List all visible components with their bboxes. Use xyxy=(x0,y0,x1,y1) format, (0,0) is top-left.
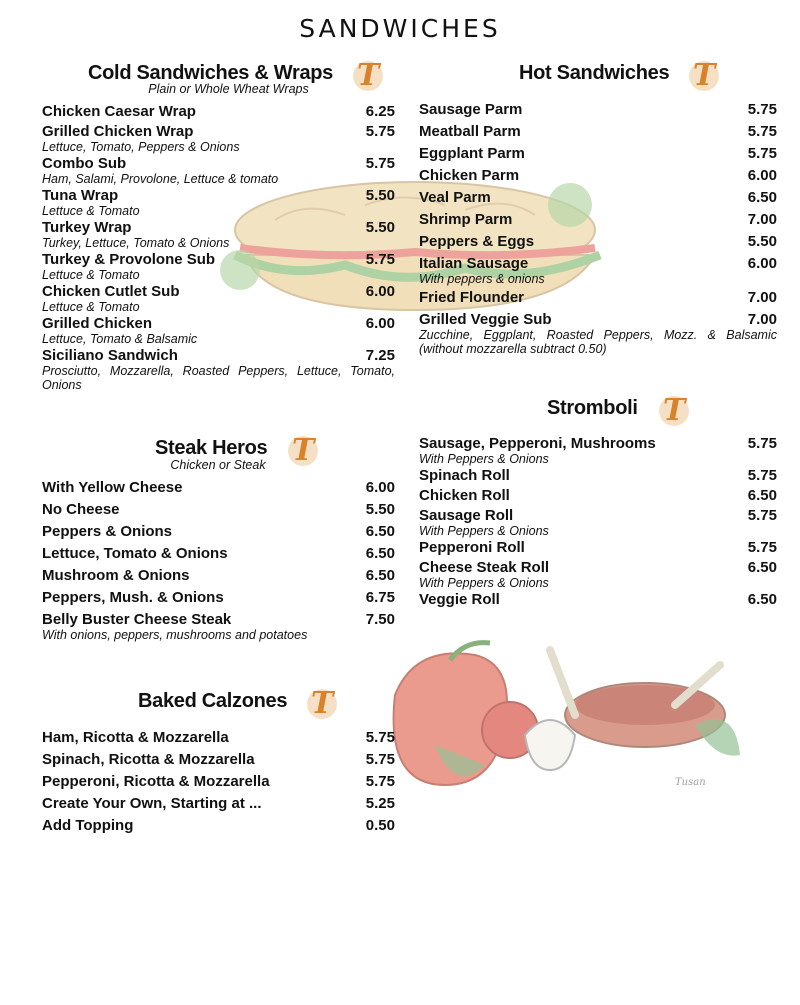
item-name: Grilled Chicken Wrap xyxy=(42,123,194,140)
item-name: Cheese Steak Roll xyxy=(419,559,550,576)
item-name: Sausage, Pepperoni, Mushrooms xyxy=(419,435,656,452)
item-price: 7.00 xyxy=(747,211,777,228)
cold-title: Cold Sandwiches & Wraps xyxy=(88,62,334,84)
menu-item xyxy=(419,538,777,558)
svg-text:T: T xyxy=(662,393,686,428)
item-price: 6.50 xyxy=(365,567,395,584)
item-name: Tuna Wrap xyxy=(42,187,119,204)
item-name: Peppers & Onions xyxy=(42,523,173,540)
menu-item xyxy=(419,434,777,466)
item-price: 6.00 xyxy=(747,255,777,272)
item-price: 7.25 xyxy=(365,347,395,364)
item-name: Peppers, Mush. & Onions xyxy=(42,589,224,606)
item-name: Italian Sausage xyxy=(419,255,529,272)
item-price: 5.75 xyxy=(747,507,777,524)
item-name: Combo Sub xyxy=(42,155,127,172)
item-description: With Peppers & Onions xyxy=(419,452,549,466)
item-name: Turkey Wrap xyxy=(42,219,132,236)
item-price: 5.25 xyxy=(365,795,395,812)
section-title xyxy=(42,686,395,721)
item-description: With Peppers & Onions xyxy=(419,576,549,590)
menu-item xyxy=(42,186,395,218)
stromboli-section xyxy=(419,393,777,610)
item-price: 5.50 xyxy=(747,233,777,250)
item-name: Peppers & Eggs xyxy=(419,233,535,250)
item-price: 7.00 xyxy=(747,289,777,306)
item-name: Chicken Caesar Wrap xyxy=(42,103,196,120)
menu-item xyxy=(42,500,395,520)
item-description: With Peppers & Onions xyxy=(419,524,549,538)
item-price: 6.00 xyxy=(365,479,395,496)
hot-title: Hot Sandwiches xyxy=(519,62,670,84)
menu-item xyxy=(419,310,777,356)
item-description: Turkey, Lettuce, Tomato & Onions xyxy=(42,236,230,250)
item-name: Chicken Cutlet Sub xyxy=(42,283,180,300)
item-price: 5.75 xyxy=(365,155,395,172)
item-description: With peppers & onions xyxy=(419,272,545,286)
menu-item xyxy=(419,188,777,208)
item-description: Ham, Salami, Provolone, Lettuce & tomato xyxy=(42,172,279,186)
item-price: 5.75 xyxy=(365,123,395,140)
item-name: No Cheese xyxy=(42,501,120,518)
menu-item xyxy=(419,486,777,506)
item-name: Mushroom & Onions xyxy=(42,567,190,584)
item-description: Zucchine, Eggplant, Roasted Peppers, Mozz. & Balsamic (without mozzarella subtract 0.50) xyxy=(419,328,777,356)
item-price: 5.75 xyxy=(365,751,395,768)
item-price: 6.50 xyxy=(747,591,777,608)
calzones-title: Baked Calzones xyxy=(138,690,288,712)
cold-subtitle: Plain or Whole Wheat Wraps xyxy=(148,82,309,96)
item-price: 5.75 xyxy=(747,467,777,484)
item-name: Shrimp Parm xyxy=(419,211,513,228)
item-price: 5.50 xyxy=(365,187,395,204)
item-price: 6.50 xyxy=(747,189,777,206)
restaurant-logo-icon xyxy=(303,682,341,722)
baked-calzones-section xyxy=(42,686,395,838)
item-name: Pepperoni, Ricotta & Mozzarella xyxy=(42,773,270,790)
menu-item xyxy=(42,346,395,392)
menu-item xyxy=(419,144,777,164)
item-name: Spinach, Ricotta & Mozzarella xyxy=(42,751,255,768)
menu-item xyxy=(419,506,777,538)
steak-subtitle: Chicken or Steak xyxy=(170,458,266,472)
item-description: Lettuce, Tomato & Balsamic xyxy=(42,332,198,346)
page-title: SANDWICHES xyxy=(299,14,501,43)
menu-item xyxy=(42,772,395,792)
menu-item xyxy=(419,288,777,308)
item-price: 6.25 xyxy=(365,103,395,120)
item-price: 6.75 xyxy=(365,589,395,606)
item-price: 6.00 xyxy=(747,167,777,184)
item-description: Lettuce & Tomato xyxy=(42,300,140,314)
item-price: 5.50 xyxy=(365,219,395,236)
item-name: Belly Buster Cheese Steak xyxy=(42,611,232,628)
item-name: Spinach Roll xyxy=(419,467,510,484)
item-name: Grilled Veggie Sub xyxy=(419,311,552,328)
item-name: Meatball Parm xyxy=(419,123,521,140)
item-name: Grilled Chicken xyxy=(42,315,153,332)
item-name: Eggplant Parm xyxy=(419,145,525,162)
item-name: With Yellow Cheese xyxy=(42,479,183,496)
item-price: 5.75 xyxy=(365,729,395,746)
vegetables-illustration xyxy=(375,635,755,805)
steak-title: Steak Heros xyxy=(155,437,268,459)
menu-item xyxy=(42,314,395,346)
item-price: 5.50 xyxy=(365,501,395,518)
menu-item xyxy=(42,282,395,314)
item-price: 5.75 xyxy=(747,539,777,556)
menu-item xyxy=(419,122,777,142)
item-price: 7.00 xyxy=(747,311,777,328)
item-price: 7.50 xyxy=(365,611,395,628)
menu-item xyxy=(419,558,777,590)
item-price: 6.00 xyxy=(365,315,395,332)
item-name: Turkey & Provolone Sub xyxy=(42,251,216,268)
menu-item xyxy=(42,102,395,122)
item-name: Ham, Ricotta & Mozzarella xyxy=(42,729,229,746)
item-description: Prosciutto, Mozzarella, Roasted Peppers, Lettuce, Tomato, Onions xyxy=(42,364,395,392)
item-price: 6.50 xyxy=(365,545,395,562)
menu-item xyxy=(42,544,395,564)
menu-item xyxy=(42,522,395,542)
menu-item xyxy=(419,100,777,120)
section-title xyxy=(419,58,777,93)
menu-item xyxy=(419,466,777,486)
cold-sandwiches-section xyxy=(42,58,395,392)
menu-item xyxy=(42,218,395,250)
item-name: Fried Flounder xyxy=(419,289,524,306)
menu-item xyxy=(42,816,395,836)
restaurant-logo-icon xyxy=(284,429,322,469)
item-price: 6.50 xyxy=(365,523,395,540)
steak-heros-section xyxy=(42,433,395,644)
item-name: Create Your Own, Starting at ... xyxy=(42,795,262,812)
item-name: Chicken Parm xyxy=(419,167,520,184)
item-name: Lettuce, Tomato & Onions xyxy=(42,545,228,562)
restaurant-logo-icon xyxy=(349,54,387,94)
menu-item xyxy=(42,250,395,282)
item-name: Sausage Roll xyxy=(419,507,514,524)
item-name: Pepperoni Roll xyxy=(419,539,525,556)
restaurant-logo-icon xyxy=(655,389,693,429)
item-price: 6.50 xyxy=(747,559,777,576)
menu-item xyxy=(42,154,395,186)
stromboli-title: Stromboli xyxy=(547,397,638,419)
item-description: Lettuce & Tomato xyxy=(42,268,140,282)
menu-item xyxy=(42,728,395,748)
menu-item xyxy=(419,166,777,186)
item-price: 5.75 xyxy=(365,773,395,790)
item-price: 0.50 xyxy=(365,817,395,834)
item-price: 5.75 xyxy=(365,251,395,268)
menu-item xyxy=(42,566,395,586)
item-name: Veggie Roll xyxy=(419,591,500,608)
item-price: 6.50 xyxy=(747,487,777,504)
item-name: Add Topping xyxy=(42,817,134,834)
menu-item xyxy=(42,610,395,642)
item-name: Chicken Roll xyxy=(419,487,510,504)
item-price: 5.75 xyxy=(747,145,777,162)
item-price: 6.00 xyxy=(365,283,395,300)
item-description: Lettuce, Tomato, Peppers & Onions xyxy=(42,140,240,154)
menu-item xyxy=(419,232,777,252)
svg-text:T: T xyxy=(692,58,716,93)
item-name: Veal Parm xyxy=(419,189,491,206)
menu-item xyxy=(419,210,777,230)
hot-sandwiches-section xyxy=(419,58,777,358)
restaurant-logo-icon xyxy=(685,54,723,94)
item-price: 5.75 xyxy=(747,435,777,452)
menu-item xyxy=(42,588,395,608)
item-name: Siciliano Sandwich xyxy=(42,347,178,364)
menu-item xyxy=(419,254,777,286)
menu-item xyxy=(42,750,395,770)
item-description: With onions, peppers, mushrooms and potatoes xyxy=(42,628,308,642)
item-description: Lettuce & Tomato xyxy=(42,204,140,218)
svg-text:T: T xyxy=(310,686,334,721)
menu-item xyxy=(42,478,395,498)
svg-text:T: T xyxy=(356,58,380,93)
item-price: 5.75 xyxy=(747,101,777,118)
illustration-signature: Tusan xyxy=(675,777,706,788)
menu-item xyxy=(42,794,395,814)
section-title xyxy=(419,393,777,428)
svg-text:T: T xyxy=(291,433,315,468)
item-price: 5.75 xyxy=(747,123,777,140)
item-name: Sausage Parm xyxy=(419,101,523,118)
menu-item xyxy=(42,122,395,154)
menu-item xyxy=(419,590,777,610)
